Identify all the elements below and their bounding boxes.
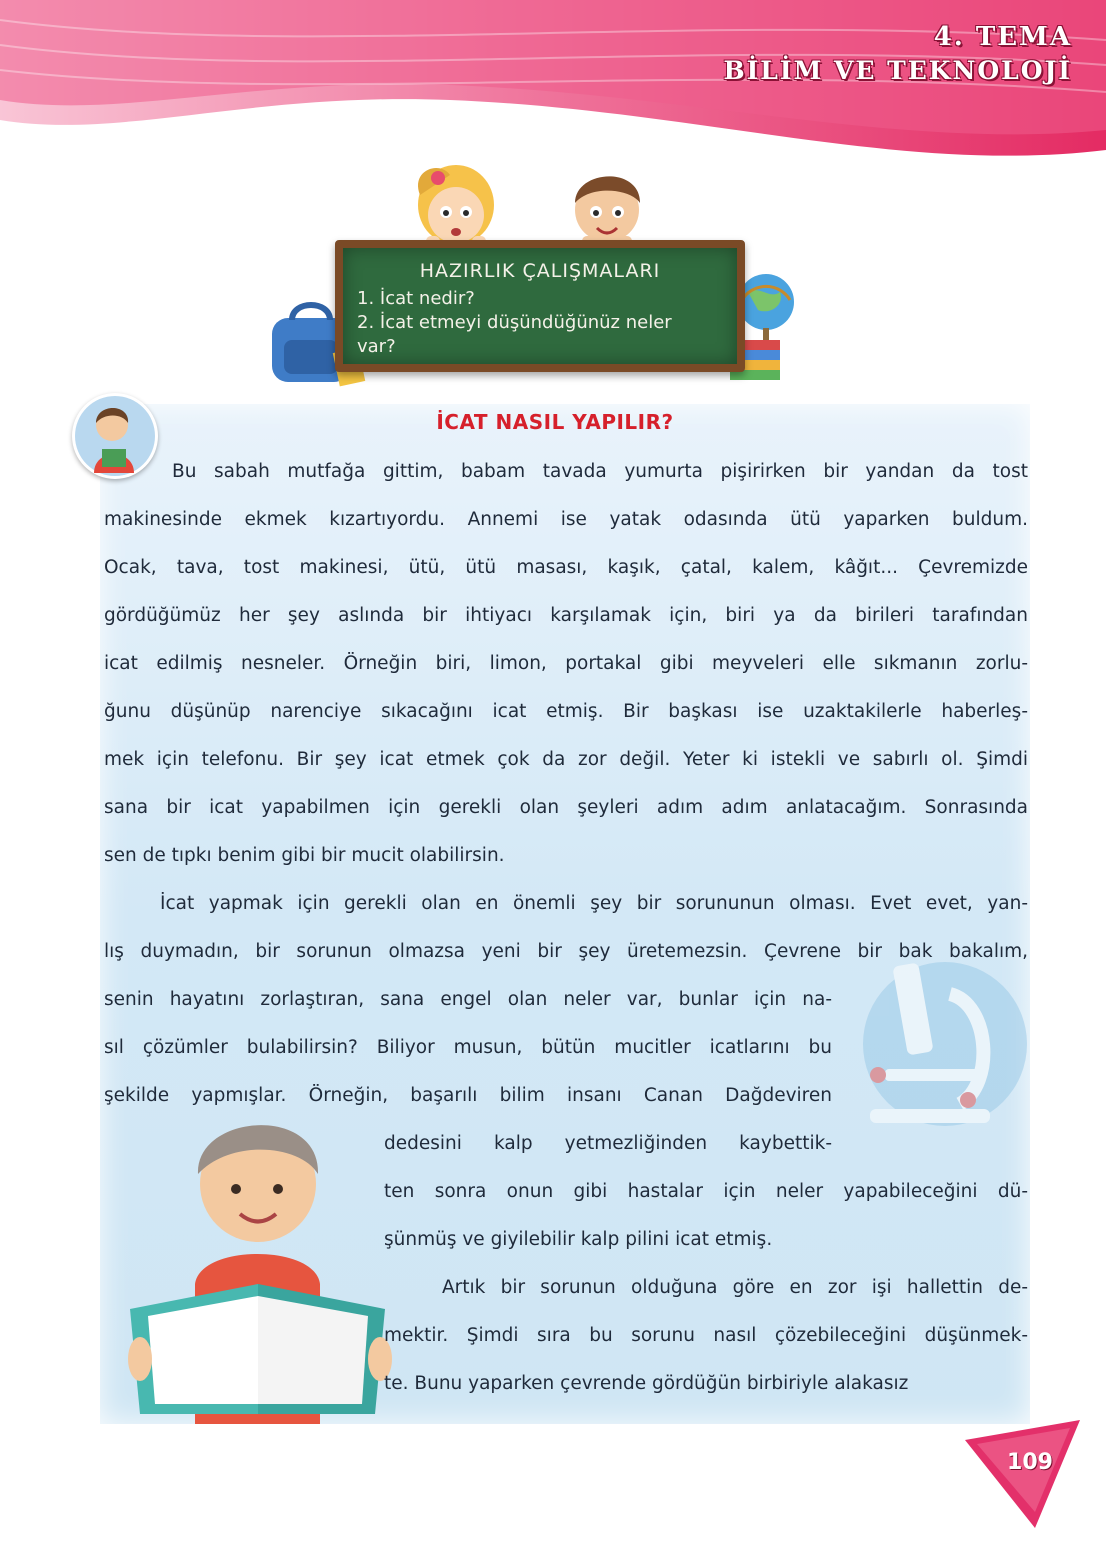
globe-icon — [738, 274, 794, 340]
microscope-icon — [863, 962, 1027, 1126]
girl-character-icon — [418, 165, 494, 248]
paragraph-line: te. Bunu yaparken çevrende gördüğün birbiriyle alakasız — [384, 1373, 909, 1394]
paragraph-line: gördüğümüz her şey aslında bir ihtiyacı karşılamak için, biri ya da birileri tarafından — [104, 605, 1028, 626]
page-number: 109 — [1007, 1450, 1053, 1475]
board-title: HAZIRLIK ÇALIŞMALARI — [419, 260, 661, 282]
board-question: 2. İcat etmeyi düşündüğünüz neler — [357, 312, 672, 333]
chalkboard — [335, 240, 745, 372]
paragraph-line: icat edilmiş nesneler. Örneğin biri, limon, portakal gibi meyveleri elle sıkmanın zorlu- — [104, 653, 1028, 674]
paragraph-line: senin hayatını zorlaştıran, sana engel olan neler var, bunlar için na- — [104, 989, 832, 1010]
paragraph-line: makinesinde ekmek kızartıyordu. Annemi ise yatak odasında ütü yaparken buldum. — [104, 509, 1028, 530]
paragraph-line: mek için telefonu. Bir şey icat etmek çok da zor değil. Yeter ki istekli ve sabırlı ol. Şimdi — [104, 749, 1028, 770]
paragraph-line: ğunu düşünüp narenciye sıkacağını icat etmiş. Bir başkası ise uzaktakilerle haberleş- — [104, 701, 1028, 722]
paragraph-line: mektir. Şimdi sıra bu sorunu nasıl çözebileceğini düşünmek- — [384, 1325, 1028, 1346]
paragraph-line: İcat yapmak için gerekli olan en önemli şey bir sorununun olması. Evet evet, yan- — [160, 893, 1028, 914]
paragraph-line: sana bir icat yapabilmen için gerekli olan şeyleri adım adım anlatacağım. Sonrasında — [104, 797, 1028, 818]
paragraph-line: dedesini kalp yetmezliğinden kaybettik- — [384, 1133, 832, 1154]
paragraph-line: şünmüş ve giyilebilir kalp pilini icat etmiş. — [384, 1229, 773, 1250]
reading-boy-avatar-icon — [72, 393, 158, 479]
article-title: İCAT NASIL YAPILIR? — [436, 410, 674, 434]
paragraph-line: lış duymadın, bir sorunun olmazsa yeni bir şey üretemezsin. Çevrene bir bak bakalım, — [104, 941, 1028, 962]
paragraph-line: şekilde yapmışlar. Örneğin, başarılı bilim insanı Canan Dağdeviren — [104, 1085, 832, 1106]
board-question: 1. İcat nedir? — [357, 288, 475, 309]
paragraph-line: Ocak, tava, tost makinesi, ütü, ütü masası, kaşık, çatal, kalem, kâğıt... Çevremizde — [104, 557, 1028, 578]
paragraph-line: sıl çözümler bulabilirsin? Biliyor musun, bütün mucitler icatlarını bu — [104, 1037, 832, 1058]
paragraph-line: Bu sabah mutfağa gittim, babam tavada yumurta pişirirken bir yandan da tost — [172, 461, 1028, 482]
theme-number: 4. TEMA — [933, 22, 1072, 52]
paragraph-line: ten sonra onun gibi hastalar için neler yapabileceğini dü- — [384, 1181, 1028, 1202]
paragraph-line: sen de tıpkı benim gibi bir mucit olabilirsin. — [104, 845, 505, 866]
theme-name: BİLİM VE TEKNOLOJİ — [723, 56, 1072, 85]
paragraph-line: Artık bir sorunun olduğuna göre en zor işi hallettin de- — [442, 1277, 1028, 1298]
boy-character-icon — [575, 176, 640, 248]
reading-boy-illustration — [128, 1125, 392, 1424]
page-number-badge — [965, 1420, 1085, 1530]
board-question: var? — [357, 336, 396, 357]
